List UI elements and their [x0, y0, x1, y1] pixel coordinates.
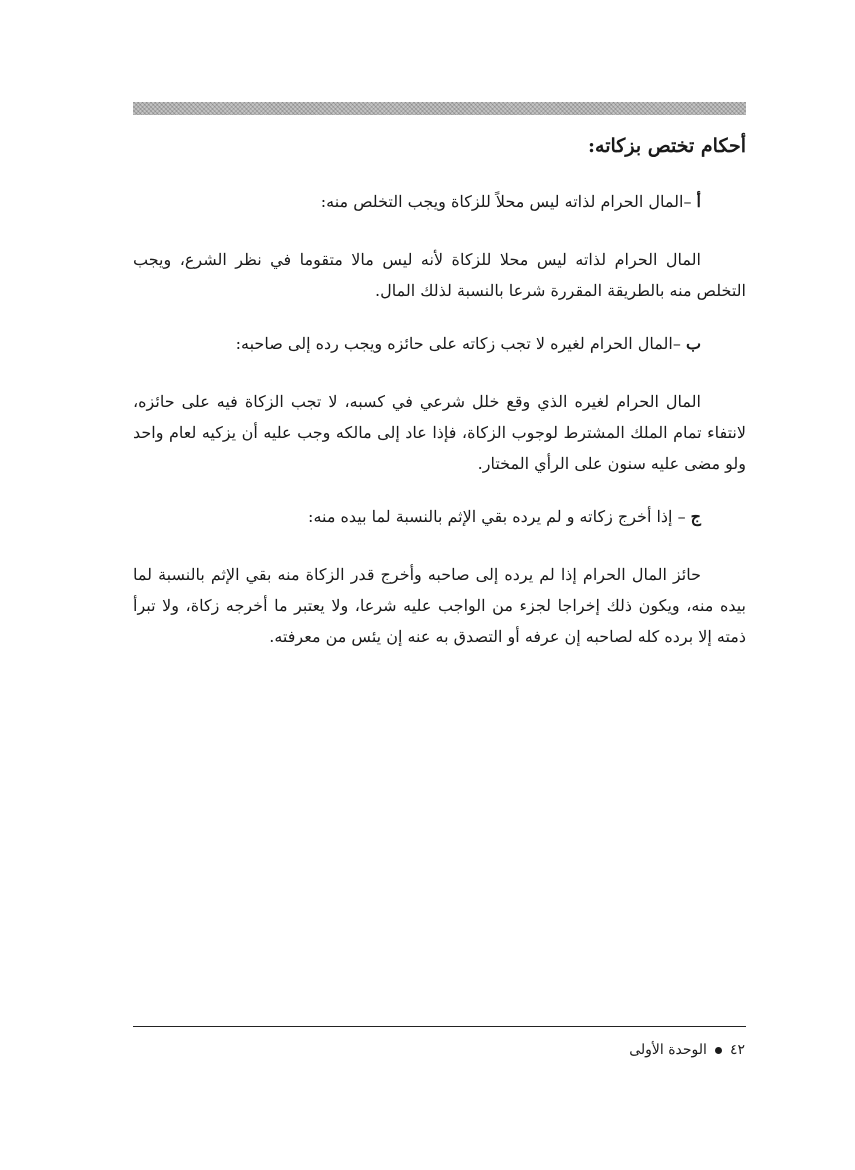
rule-heading-c [133, 501, 746, 533]
page-content [133, 128, 746, 652]
rule-letter-b: ب [685, 334, 701, 353]
page-footer [629, 1042, 745, 1058]
rule-heading-text-b: –المال الحرام لغيره لا تجب زكاته على حائزه ويجب رده إلى صاحبه: [235, 334, 681, 353]
unit-label: الوحدة الأولى [629, 1042, 707, 1058]
rule-letter-a: أ [696, 192, 701, 211]
rule-heading-text-a: –المال الحرام لذاته ليس محلاً للزكاة ويجب التخلص منه: [320, 192, 692, 211]
rule-heading-text-c: – إذا أخرج زكاته و لم يرده بقي الإثم بالنسبة لما بيده منه: [308, 507, 686, 526]
bullet-icon [715, 1047, 722, 1054]
rule-body-a: المال الحرام لذاته ليس محلا للزكاة لأنه ليس مالا متقوما في نظر الشرع، ويجب التخلص منه بالطريقة المقررة شرعا بالنسبة لذلك المال. [133, 250, 746, 300]
section-title: أحكام تختص بزكاته: [588, 135, 746, 157]
footer-rule [133, 1026, 746, 1027]
rule-body-b: المال الحرام لغيره الذي وقع خلل شرعي في كسبه، لا تجب الزكاة فيه على حائزه، لانتفاء تمام الملك المشترط لوجوب الزكاة، فإذا عاد إلى مالكه وجب عليه أن يزكيه لعام واحد ولو مضى عليه سنون على الرأي المختار. [133, 392, 746, 473]
page-number: ٤٢ [729, 1042, 745, 1058]
rule-heading-b [133, 328, 746, 360]
rule-body-c: حائز المال الحرام إذا لم يرده إلى صاحبه وأخرج قدر الزكاة منه بقي الإثم بالنسبة لما بيده منه، ويكون ذلك إخراجا لجزء من الواجب عليه شرعا، ولا يعتبر ما أخرجه زكاة، ولا تبرأ ذمته إلا برده كله لصاحبه إن عرفه أو التصدق به عنه إن يئس من معرفته. [133, 565, 746, 646]
rule-heading-a [133, 186, 746, 218]
header-band [133, 102, 746, 115]
rule-letter-c: ج [690, 507, 701, 526]
